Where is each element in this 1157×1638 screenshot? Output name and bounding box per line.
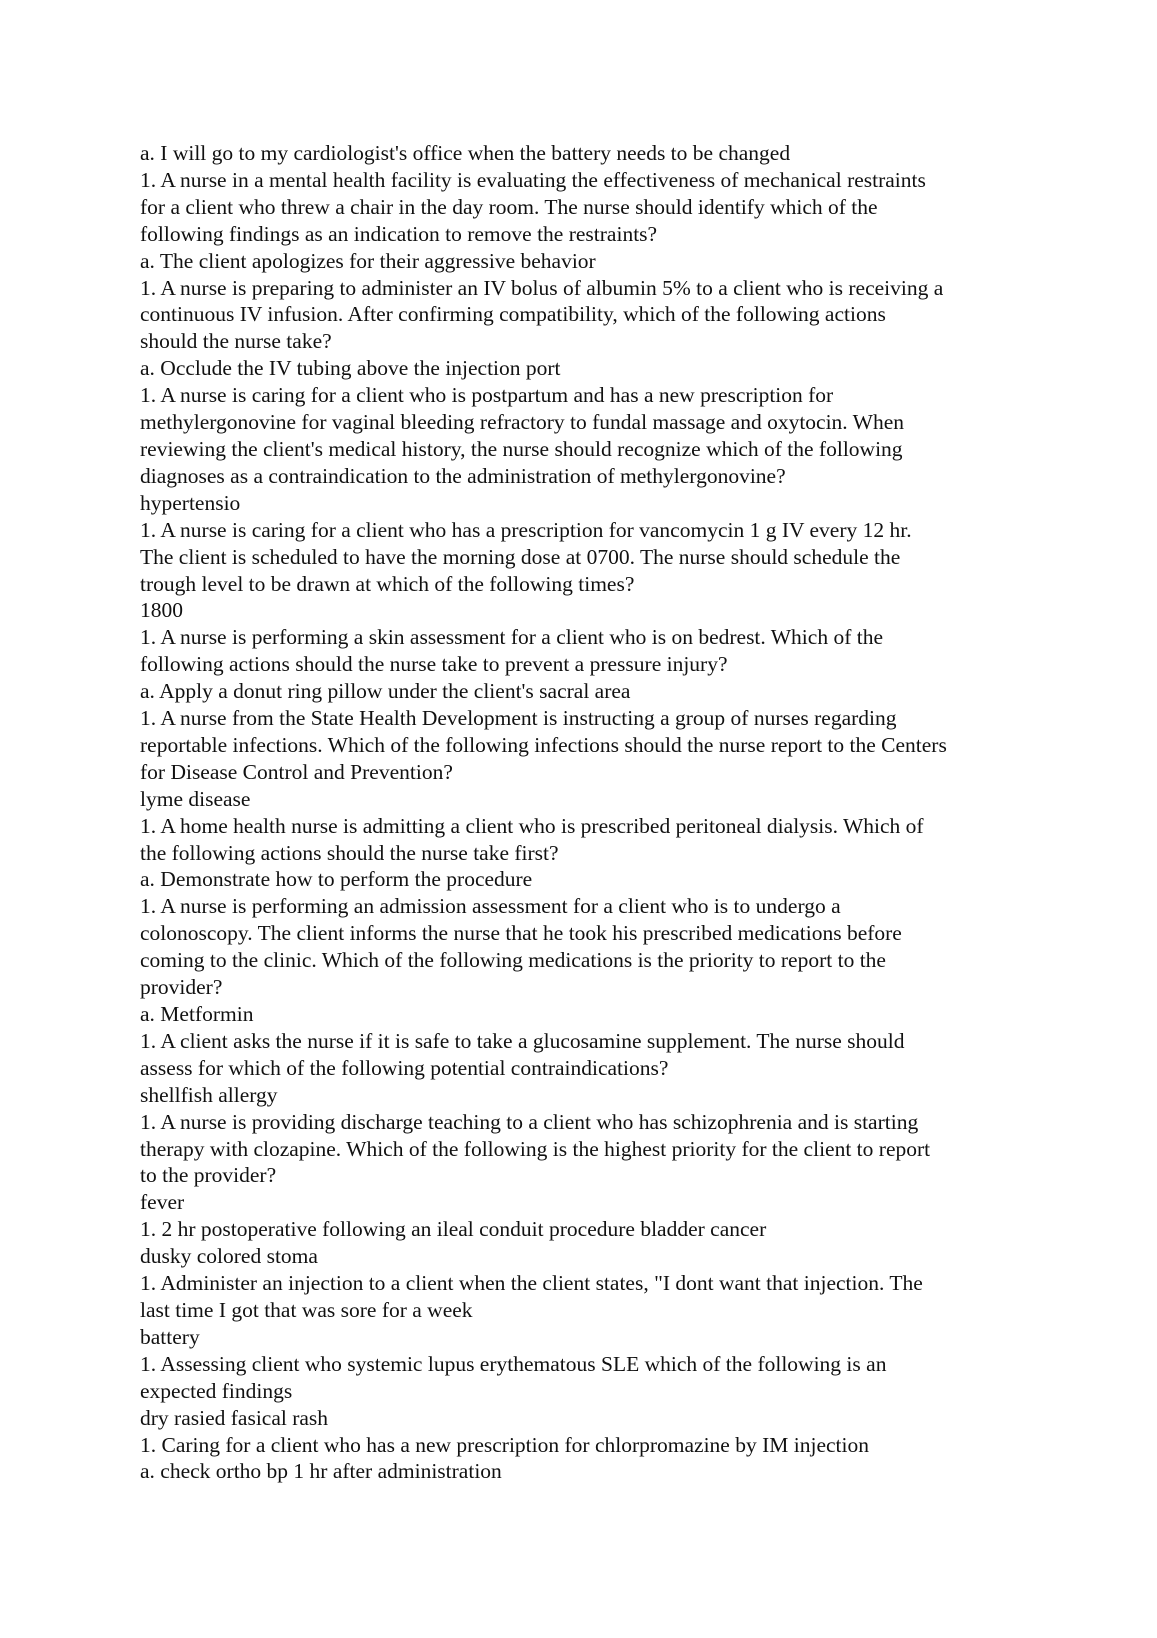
question-line: 1. A client asks the nurse if it is safe to take a glucosamine supplement. The nurse should [140,1028,905,1053]
answer-line: dry rasied fasical rash [140,1405,329,1430]
answer-line: a. Apply a donut ring pillow under the client's sacral area [140,679,631,704]
question-line: should the nurse take? [140,329,332,354]
question-line: reviewing the client's medical history, the nurse should recognize which of the following [140,436,903,461]
question-line: 1. A nurse is caring for a client who is postpartum and has a new prescription for [140,383,834,408]
answer-line: a. Demonstrate how to perform the procedure [140,867,533,892]
question-line: diagnoses as a contraindication to the administration of methylergonovine? [140,463,786,488]
answer-line: lyme disease [140,786,251,811]
question-line: 1. A nurse is caring for a client who has a prescription for vancomycin 1 g IV every 12 hr. [140,517,912,542]
question-line: 1. A nurse is performing an admission assessment for a client who is to undergo a [140,894,841,919]
question-line: 1. A home health nurse is admitting a client who is prescribed peritoneal dialysis. Which of [140,813,924,838]
question-line: therapy with clozapine. Which of the following is the highest priority for the client to report [140,1136,931,1161]
answer-line: shellfish allergy [140,1082,278,1107]
question-line: assess for which of the following potential contraindications? [140,1055,669,1080]
answer-line: a. Metformin [140,1002,254,1026]
answer-line: fever [140,1190,185,1215]
question-line: to the provider? [140,1163,277,1188]
answer-line: a. I will go to my cardiologist's office when the battery needs to be changed [140,141,791,165]
answer-line: a. Occlude the IV tubing above the injection port [140,356,561,381]
question-line: last time I got that was sore for a week [140,1297,473,1322]
question-line: 1. Administer an injection to a client when the client states, "I dont want that injection. The [140,1271,923,1296]
question-line: colonoscopy. The client informs the nurse that he took his prescribed medications before [140,921,902,946]
question-line: for Disease Control and Prevention? [140,759,453,784]
document-page [140,140,1030,1485]
question-line: 1. Assessing client who systemic lupus erythematous SLE which of the following is an [140,1351,887,1376]
question-line: 1. Caring for a client who has a new prescription for chlorpromazine by IM injection [140,1432,869,1457]
question-line: trough level to be drawn at which of the following times? [140,571,635,596]
question-line: 1. A nurse in a mental health facility is evaluating the effectiveness of mechanical restraints [140,167,926,192]
question-line: methylergonovine for vaginal bleeding refractory to fundal massage and oxytocin. When [140,410,905,435]
question-line: following findings as an indication to remove the restraints? [140,221,658,246]
question-line: continuous IV infusion. After confirming compatibility, which of the following actions [140,302,886,327]
question-line: 1. 2 hr postoperative following an ileal conduit procedure bladder cancer [140,1217,767,1242]
question-line: The client is scheduled to have the morning dose at 0700. The nurse should schedule the [140,544,901,569]
question-line: 1. A nurse is performing a skin assessment for a client who is on bedrest. Which of the [140,625,883,650]
answer-line: a. The client apologizes for their aggressive behavior [140,248,596,273]
answer-line: hypertensio [140,490,241,515]
question-line: 1. A nurse is preparing to administer an IV bolus of albumin 5% to a client who is receiving a [140,275,944,300]
question-line: for a client who threw a chair in the day room. The nurse should identify which of the [140,194,878,219]
question-line: the following actions should the nurse take first? [140,840,559,865]
answer-line: a. check ortho bp 1 hr after administration [140,1459,502,1484]
question-line: 1. A nurse from the State Health Development is instructing a group of nurses regarding [140,706,897,731]
answer-line: battery [140,1324,200,1349]
question-line: 1. A nurse is providing discharge teaching to a client who has schizophrenia and is starting [140,1109,919,1134]
question-line: reportable infections. Which of the following infections should the nurse report to the Centers [140,732,947,757]
question-line: expected findings [140,1378,293,1403]
question-line: following actions should the nurse take to prevent a pressure injury? [140,652,728,677]
answer-line: dusky colored stoma [140,1244,318,1269]
question-line: provider? [140,975,223,1000]
question-line: coming to the clinic. Which of the following medications is the priority to report to the [140,948,886,973]
answer-line: 1800 [140,598,183,623]
